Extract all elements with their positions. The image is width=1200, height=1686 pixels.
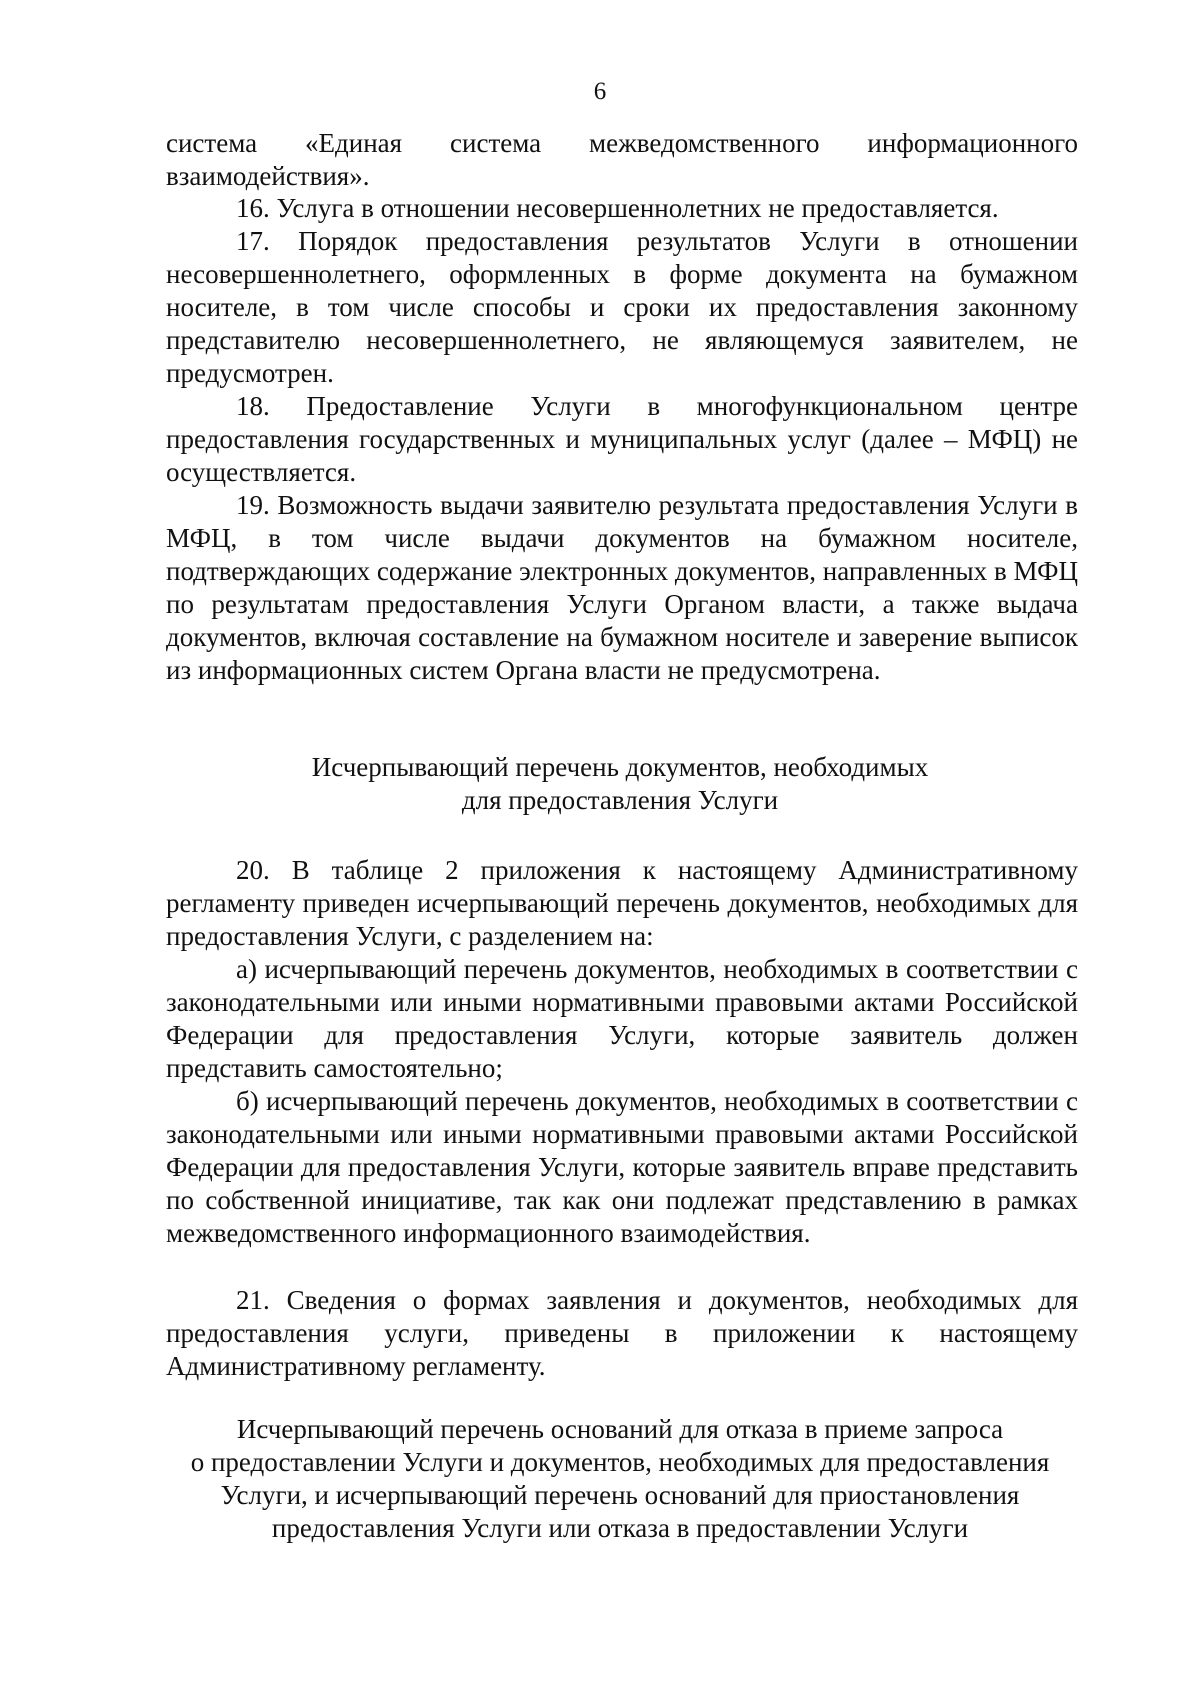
page-number: 6 bbox=[593, 78, 607, 105]
paragraph-18: 18. Предоставление Услуги в многофункциональном центре предоставления государственных и муниципальных услуг (далее – МФЦ) не осуществляется. bbox=[166, 391, 1078, 487]
paragraph-20a: а) исчерпывающий перечень документов, необходимых в соответствии с законодательными или иными нормативными правовыми актами Российской Федерации для предоставления Услуги, которые заявитель должен представить самостоятельно; bbox=[166, 954, 1078, 1083]
heading-line: Исчерпывающий перечень оснований для отказа в приеме запроса bbox=[236, 1414, 1004, 1444]
paragraph-continuation: система «Единая система межведомственного информационного взаимодействия». bbox=[166, 128, 1078, 191]
heading-line: Исчерпывающий перечень документов, необходимых bbox=[311, 752, 929, 782]
paragraph-20b: б) исчерпывающий перечень документов, необходимых в соответствии с законодательными или иными нормативными правовыми актами Российской Федерации для предоставления Услуги, которые заявитель вправе представить по собственной инициативе, так как они подлежат представлению в рамках межведомственного информационного взаимодействия. bbox=[166, 1086, 1078, 1248]
heading-line: для предоставления Услуги bbox=[461, 785, 779, 815]
paragraph-19: 19. Возможность выдачи заявителю результата предоставления Услуги в МФЦ, в том числе выдачи документов на бумажном носителе, подтверждающих содержание электронных документов, направленных в МФЦ по результатам предоставления Услуги Органом власти, а также выдача документов, включая составление на бумажном носителе и заверение выписок из информационных систем Органа власти не предусмотрена. bbox=[166, 490, 1078, 685]
paragraph-17: 17. Порядок предоставления результатов Услуги в отношении несовершеннолетнего, оформленных в форме документа на бумажном носителе, в том числе способы и сроки их предоставления законному представителю несовершеннолетнего, не являющемуся заявителем, не предусмотрен. bbox=[166, 226, 1078, 388]
paragraph-16: 16. Услуга в отношении несовершеннолетних не предоставляется. bbox=[236, 193, 999, 223]
section-heading-documents bbox=[150, 751, 1090, 817]
paragraph-21: 21. Сведения о формах заявления и документов, необходимых для предоставления услуги, приведены в приложении к настоящему Административному регламенту. bbox=[166, 1285, 1078, 1381]
heading-line: предоставления Услуги или отказа в предоставлении Услуги bbox=[271, 1513, 969, 1543]
paragraph-20: 20. В таблице 2 приложения к настоящему Административному регламенту приведен исчерпывающий перечень документов, необходимых для предоставления Услуги, с разделением на: bbox=[166, 855, 1078, 951]
section-heading-refusal-grounds bbox=[150, 1413, 1090, 1545]
heading-line: о предоставлении Услуги и документов, необходимых для предоставления bbox=[190, 1447, 1050, 1477]
heading-line: Услуги, и исчерпывающий перечень оснований для приостановления bbox=[220, 1480, 1020, 1510]
